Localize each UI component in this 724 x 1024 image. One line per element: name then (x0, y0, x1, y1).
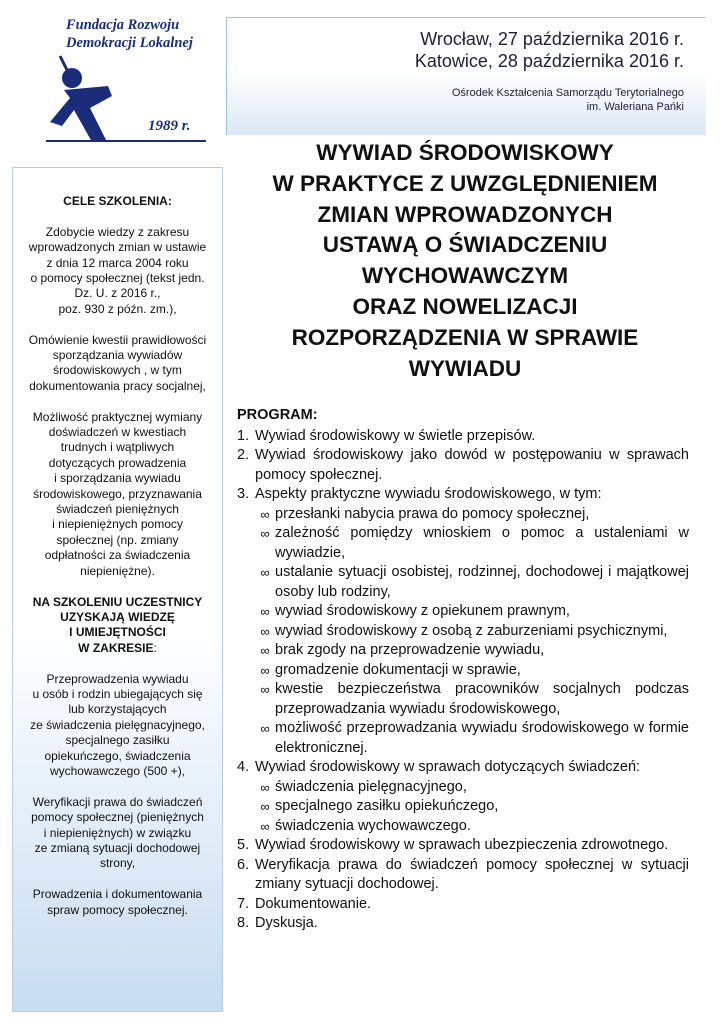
program-item-text: Aspekty praktyczne wywiadu środowiskowego, w tym: (255, 486, 602, 502)
skill-paragraph-3 (13, 887, 222, 918)
program-subitem-text: gromadzenie dokumentacji w sprawie, (275, 661, 521, 678)
organization-name (66, 16, 193, 52)
program-subitem-text: wywiad środowiskowy z opiekunem prawnym, (275, 603, 570, 619)
event-dates (415, 28, 684, 72)
goal-paragraph-3 (13, 410, 222, 579)
skills-heading-colon: : (153, 640, 157, 655)
goal-line: poz. 930 z późn. zm.), (58, 301, 177, 316)
program-item-row (237, 446, 689, 485)
goal-line: odpłatności za świadczenia (44, 548, 191, 563)
program-subitem-text: świadczenia pielęgnacyjnego, (275, 778, 467, 795)
program-item (237, 485, 689, 758)
program-item-number: 5. (237, 837, 250, 853)
program-item-number: 4. (237, 759, 250, 775)
founding-year: 1989 r. (148, 118, 191, 134)
infinity-bullet-icon: ∞ (260, 662, 270, 678)
goal-line: i niepieniężnych pomocy (52, 517, 183, 532)
infinity-bullet-icon: ∞ (260, 526, 270, 541)
skills-heading-line: W ZAKRESIE (78, 640, 154, 655)
skill-paragraph-2 (13, 795, 222, 872)
skill-line: i niepieniężnych) w związku (43, 825, 192, 840)
skill-line: ze świadczenia pielęgnacyjnego, (30, 717, 205, 732)
skill-line: ze zmianą sytuacji dochodowej (34, 840, 201, 855)
program-item-number: 1. (237, 427, 250, 444)
program-item-row (237, 485, 689, 505)
program-subitem (255, 641, 689, 661)
goal-line: środowiskowych , w tym (53, 363, 182, 378)
program-item-row (237, 836, 689, 856)
walking-figure-icon (48, 52, 138, 142)
goal-line: środowiskowego, przyznawania (33, 486, 202, 501)
infinity-bullet-icon: ∞ (260, 565, 270, 580)
goal-line: Dz. U. z 2016 r., (74, 286, 161, 301)
program-item-row (237, 427, 689, 447)
goal-line: dokumentowania pracy socjalnej, (29, 378, 206, 393)
program-item-text: Dyskusja. (255, 915, 318, 931)
skills-heading-last-line (13, 641, 222, 656)
title-line: ROZPORZĄDZENIA W SPRAWIE (291, 324, 639, 350)
program-item-number: 6. (237, 856, 250, 873)
infinity-bullet-icon: ∞ (260, 623, 270, 639)
goal-line: niepieniężne). (80, 563, 155, 578)
program-heading: PROGRAM: (237, 407, 318, 423)
program-item-text: Weryfikacja prawa do świadczeń pomocy społecznej w sytuacji zmiany sytuacji dochodowej. (255, 856, 689, 892)
goal-line: Zdobycie wiedzy z zakresu (45, 224, 190, 239)
program-sublist (237, 505, 689, 759)
infinity-bullet-icon: ∞ (260, 604, 270, 619)
program-subitem-text: specjalnego zasiłku opiekuńczego, (275, 798, 499, 814)
goal-line: doświadczeń w kwestiach (48, 425, 187, 440)
program-item-row (237, 895, 689, 915)
document-title (230, 138, 700, 384)
goal-line: Możliwość praktycznej wymiany (32, 409, 203, 424)
program-subitem-text: przesłanki nabycia prawa do pomocy społecznej, (275, 505, 590, 522)
institution-name (452, 86, 684, 114)
program-subitem-text: ustalanie sytuacji osobistej, rodzinnej, dochodowej i majątkowej osoby lub rodziny, (275, 564, 689, 600)
skill-line: wychowawczego (500 +), (49, 763, 186, 778)
skills-heading (13, 595, 222, 657)
skill-line: Przeprowadzenia wywiadu (46, 671, 189, 686)
program-subitem (255, 505, 689, 525)
skill-line: opiekuńczego, świadczenia (44, 748, 191, 763)
goal-line: dotyczących prowadzenia (48, 455, 187, 470)
organization-name-line2: Demokracji Lokalnej (66, 35, 193, 51)
skills-heading-line: NA SZKOLENIU UCZESTNICY (32, 594, 203, 609)
infinity-bullet-icon: ∞ (260, 799, 270, 814)
program-item (237, 895, 689, 915)
program-subitem (255, 797, 689, 817)
program-sublist (237, 778, 689, 837)
event-header-box (226, 17, 706, 135)
program-subitem (255, 524, 689, 563)
goal-line: Omówienie kwestii prawidłowości (28, 332, 207, 347)
program-item-number: 7. (237, 895, 250, 912)
goal-line: świadczeń pieniężnych (56, 502, 179, 517)
goal-line: społecznej (np. zmiany (56, 532, 179, 547)
event-date-wroclaw: Wrocław, 27 października 2016 r. (420, 29, 684, 49)
skill-line: strony, (99, 856, 136, 871)
program-item (237, 758, 689, 836)
goal-paragraph-1 (13, 225, 222, 317)
skill-line: lub korzystających (68, 702, 167, 717)
program-item-text: Dokumentowanie. (255, 895, 372, 912)
program-item-row (237, 914, 689, 934)
skill-line: specjalnego zasiłku (65, 733, 170, 748)
foundation-logo (40, 14, 220, 144)
goal-line: sporządzania wywiadów (52, 348, 183, 363)
title-line: WYWIADU (408, 355, 522, 381)
program-subitem-text: brak zgody na przeprowadzenie wywiadu, (275, 642, 545, 658)
program-item-row (237, 758, 689, 778)
skills-heading-line: I UMIEJĘTNOŚCI (69, 625, 166, 640)
event-date-katowice: Katowice, 28 października 2016 r. (414, 51, 684, 71)
program-subitem (255, 622, 689, 642)
skill-line: pomocy społecznej (pieniężnych (31, 810, 204, 825)
program-item-text: Wywiad środowiskowy w sprawach dotyczących świadczeń: (255, 759, 641, 775)
goals-heading: CELE SZKOLENIA: (63, 194, 172, 208)
program-subitem (255, 680, 689, 719)
program-item-text: Wywiad środowiskowy w świetle przepisów. (255, 427, 536, 444)
title-line: USTAWĄ O ŚWIADCZENIU (322, 232, 608, 258)
logo-underline (46, 140, 206, 142)
organization-name-line1: Fundacja Rozwoju (66, 17, 180, 33)
title-line: WYCHOWAWCZYM (361, 263, 569, 289)
program-subitem-text: wywiad środowiskowy z osobą z zaburzeniami psychicznymi, (275, 622, 668, 639)
skills-heading-line: UZYSKAJĄ WIEDZĘ (60, 609, 175, 624)
program-item-number: 3. (237, 486, 250, 502)
goal-line: o pomocy społecznej (tekst jedn. (30, 271, 205, 286)
training-goals-sidebar (12, 167, 223, 1012)
skill-paragraph-1 (13, 672, 222, 780)
institution-line1: Ośrodek Kształcenia Samorządu Terytorialnego (451, 87, 684, 99)
title-line: W PRAKTYCE Z UWZGLĘDNIENIEM (272, 170, 658, 196)
program-item-number: 8. (237, 915, 250, 931)
skill-line: spraw pomocy społecznej. (47, 902, 188, 917)
goal-line: z dnia 12 marca 2004 roku (46, 255, 189, 270)
program-subitem-text: kwestie bezpieczeństwa pracowników socjalnych podczas przeprowadzania wywiadu środowiskowego, (275, 681, 689, 717)
program-subitem (255, 817, 689, 837)
infinity-bullet-icon: ∞ (260, 682, 270, 697)
title-line: ZMIAN WPROWADZONYCH (317, 201, 613, 227)
program-subitem (255, 661, 689, 681)
title-line: ORAZ NOWELIZACJI (352, 293, 578, 319)
program-item (237, 856, 689, 895)
program-subitem-text: możliwość przeprowadzania wywiadu środowiskowego w formie elektronicznej. (275, 720, 689, 756)
title-line: WYWIAD ŚRODOWISKOWY (316, 140, 614, 165)
program-item (237, 836, 689, 856)
infinity-bullet-icon: ∞ (260, 779, 270, 795)
goal-line: i sporządzania wywiadu (54, 471, 181, 486)
program-item-number: 2. (237, 447, 250, 463)
program-list (237, 427, 689, 934)
program-item-text: Wywiad środowiskowy jako dowód w postępowaniu w sprawach pomocy społecznej. (255, 447, 689, 483)
skill-line: Weryfikacji prawa do świadczeń (32, 794, 203, 809)
program-subitem (255, 563, 689, 602)
program-subitem-text: świadczenia wychowawczego. (275, 817, 471, 834)
skill-line: Prowadzenia i dokumentowania (32, 887, 203, 902)
goal-paragraph-2 (13, 333, 222, 395)
infinity-bullet-icon: ∞ (260, 643, 270, 658)
infinity-bullet-icon: ∞ (260, 818, 270, 834)
program-subitem (255, 778, 689, 798)
program-section (237, 406, 689, 934)
program-item (237, 446, 689, 485)
program-item (237, 427, 689, 447)
skill-line: u osób i rodzin ubiegających się (32, 686, 203, 701)
program-item-text: Wywiad środowiskowy w sprawach ubezpieczenia zdrowotnego. (255, 837, 669, 853)
infinity-bullet-icon: ∞ (260, 506, 270, 522)
program-subitem (255, 719, 689, 758)
institution-line2: im. Waleriana Pańki (586, 101, 684, 113)
infinity-bullet-icon: ∞ (260, 721, 270, 736)
goal-line: trudnych i wątpliwych (60, 440, 175, 455)
program-subitem-text: zależność pomiędzy wnioskiem o pomoc a ustaleniami w wywiadzie, (275, 525, 689, 561)
program-item (237, 914, 689, 934)
program-subitem (255, 602, 689, 622)
program-item-row (237, 856, 689, 895)
goal-line: wprowadzonych zmian w ustawie (28, 240, 207, 255)
